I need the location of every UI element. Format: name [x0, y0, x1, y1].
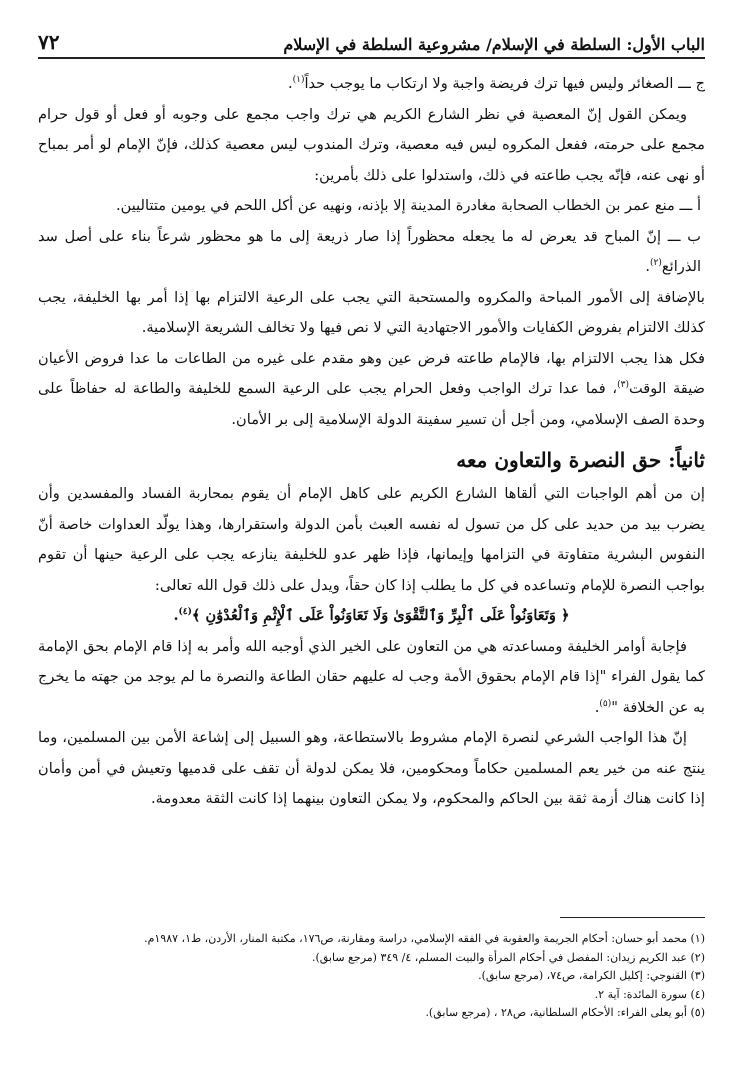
footnote-ref-2: (٢)	[650, 258, 662, 269]
footnote-2: (٢) عبد الكريم زيدان: المفصل في أحكام المرأة والبيت المسلم، ٤/ ٣٤٩ (مرجع سابق).	[311, 950, 705, 964]
footnote-1: (١) محمد أبو حسان: أحكام الجريمة والعقوبة في الفقه الإسلامي، دراسة ومقارنة، ص١٧٦، مكتبة المنار، الأردن، ط١، ١٩٨٧م.	[144, 932, 705, 945]
list-item-b: ب ـــ إنّ المباح قد يعرض له ما يجعله محظوراً إذا صار ذريعة إلى ما هو محظور شرعاً بناء على أصل سد الذرائع$^{(٢)}$.	[38, 227, 701, 275]
footnote-3: (٣) القنوجي: إكليل الكرامة، ص٧٤، (مرجع سابق).	[478, 969, 705, 982]
page-header	[38, 28, 705, 59]
footnote-ref-3: (٣)	[617, 380, 629, 391]
paragraph-2: ويمكن القول إنّ المعصية في نظر الشارع الكريم هي ترك واجب مجمع على وجوبه أو فعل أو قول حرام مجمع على حرمته، ففعل المكروه ليس فيه معصية، وترك المندوب ليس معصية كذلك، فإنّ الإمام لو أمر بمباح أو نهى عنه، فإنّه يجب طاعته في ذلك، واستدلوا على ذلك بأمرين:	[38, 105, 705, 184]
paragraph-6: فإجابة أوامر الخليفة ومساعدته هي من التعاون على الخير الذي أوجبه الله وأمر به إذا قام الإمام بحق الإمامة كما يقول الفراء "إذا قام الإمام بحقوق الأمة وجب له عليهم حقان الطاعة والنصرة ما لم يوجد من جهته ما يخرج به عن الخلافة "$^{(٥)}$.	[38, 637, 705, 716]
footnote-separator	[560, 917, 705, 918]
footnote-ref-5: (٥)	[599, 698, 612, 709]
paragraph-1: ج ـــ الصغائر وليس فيها ترك فريضة واجبة ولا ارتكاب ما يوجب حداً$^{(١)}$.	[287, 75, 705, 92]
list-item-a: أ ـــ منع عمر بن الخطاب الصحابة مغادرة المدينة إلا بإذنه، ونهيه عن أكل اللحم في يومين متتاليين.	[116, 197, 701, 214]
book-page	[38, 28, 705, 1072]
footnote-ref-1: (١)	[292, 75, 305, 86]
paragraph-7: إنّ هذا الواجب الشرعي لنصرة الإمام مشروط بالاستطاعة، وهو السبيل إلى إشاعة الأمن بين المسلمين، وما ينتج عنه من خير يعم المسلمين حكاماً ومحكومين، فلا يمكن لدولة أن تقف على قدميها وتعيش في أمن وأمان إذا كانت هناك أزمة ثقة بين الحاكم والمحكوم، ولا يمكن التعاون بينهما إذا كانت الثقة معدومة.	[38, 729, 705, 807]
paragraph-3: بالإضافة إلى الأمور المباحة والمكروه والمستحبة التي يجب على الرعية الالتزام بها إذا أمر بها الخليفة، يجب كذلك الالتزام بفروض الكفايات والأمور الاجتهادية التي لا نص فيها ولا تخالف الشريعة الإسلامية.	[38, 288, 705, 336]
quran-verse: ﴿ وَتَعَاوَنُواْ عَلَى ٱلْبِرِّ وَٱلتَّقْوَىٰ وَلَا تَعَاوَنُواْ عَلَى ٱلْإِثْمِ وَٱلْعُدْوَٰنِ ﴾$^{(٤)}$.	[173, 607, 570, 624]
page-number: ٧٢	[38, 30, 60, 54]
footnote-5: (٥) أبو يعلى الفراء: الأحكام السلطانية، ص٢٨ ، (مرجع سابق).	[425, 1006, 705, 1019]
footnote-4: (٤) سورة المائدة: آية ٢.	[594, 987, 705, 1001]
footnotes	[38, 930, 705, 1023]
paragraph-5: إن من أهم الواجبات التي ألقاها الشارع الكريم على كاهل الإمام أن يقوم بمحاربة الفساد والمفسدين وأن يضرب بيد من حديد على كل من تسول له نفسه العبث بأمن الدولة واستقرارها، وهذا يولّد العداوات خاصة أنّ النفوس البشرية متفاوتة في التزامها وإيمانها، فإذا ظهر عدو للخليفة ينازعه يجب على الرعية حينها أن تقوم بواجب النصرة للإمام وتساعده في كل ما يطلب إذا كان حقاً، ويدل على ذلك قول الله تعالى:	[38, 485, 705, 594]
paragraph-4: فكل هذا يجب الالتزام بها، فالإمام طاعته فرض عين وهو مقدم على غيره من الطاعات ما عدا فروض الأعيان ضيقة الوقت$^{(٣)}$، فما عدا ترك الواجب وفعل الحرام يجب على الرعية السمع للخليفة والطاعة له حفاظاً على وحدة الصف الإسلامي، ومن أجل أن تسير سفينة الدولة الإسلامية إلى بر الأمان.	[38, 349, 705, 428]
running-title: الباب الأول: السلطة في الإسلام/ مشروعية السلطة في الإسلام	[283, 35, 705, 54]
footnote-ref-4: (٤)	[178, 607, 192, 618]
body-text	[38, 69, 705, 815]
section-heading: ثانياً: حق النصرة والتعاون معه	[456, 448, 705, 472]
